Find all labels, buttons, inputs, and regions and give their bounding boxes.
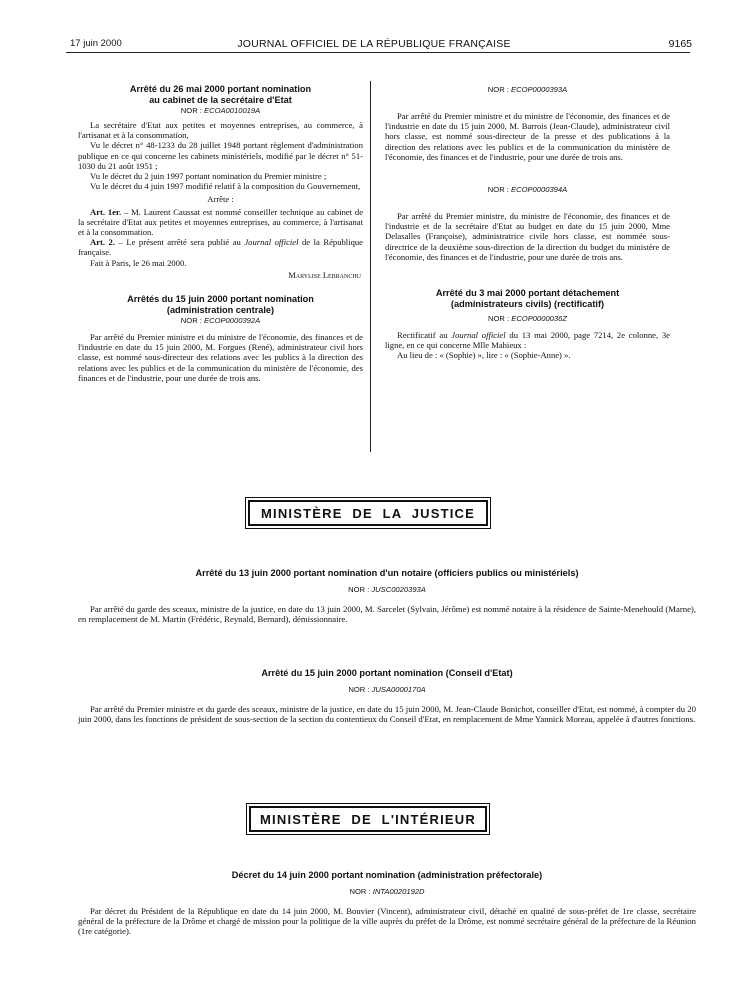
article-title-line: (administrateurs civils) (rectificatif) (450, 298, 605, 309)
paragraph (385, 330, 670, 350)
article-title-line: Arrêtés du 15 juin 2000 portant nomination (127, 294, 314, 305)
article-prefectorale (78, 870, 696, 937)
article-notaire (78, 568, 696, 624)
article-1-label: Art. 1er. (90, 206, 122, 217)
article-title: Décret du 14 juin 2000 portant nomination (administration préfectorale) (231, 870, 543, 880)
spacer (78, 281, 363, 294)
article-title-line: Arrêté du 26 mai 2000 portant nomination (129, 84, 312, 94)
nor-reference (385, 85, 670, 95)
article-conseil-etat (78, 668, 696, 724)
nor-code: ECOP0000036Z (511, 314, 567, 324)
paragraph: Par arrêté du Premier ministre et du ministre de l'économie, des finances et de l'industrie en date du 15 juin 2000, M. Forgues (René), administrateur civil hors classe, est nommé sous-directeur des relations avec les publics à la direction des relations avec les publics et de la communication du ministère de l'économie, des finances et de l'industrie, pour une durée de trois ans. (78, 332, 363, 383)
right-column (385, 84, 670, 361)
nor-code: ECOA0010019A (204, 106, 261, 115)
done-at: Fait à Paris, le 26 mai 2000. (90, 257, 187, 268)
nor-reference (385, 185, 670, 195)
spacer (385, 162, 670, 184)
article-rectificatif (385, 288, 670, 361)
paragraph: Au lieu de : « (Sophie) », lire : « (Sophie-Anne) ». (397, 350, 571, 361)
nor-code: ECOP0000394A (511, 185, 568, 195)
column-divider (370, 81, 371, 452)
ministry-banner-interieur (246, 803, 490, 835)
ministry-banner-justice (245, 497, 491, 529)
article-1 (78, 207, 363, 238)
nor-reference (385, 314, 670, 324)
nor-label: NOR : (488, 314, 510, 324)
nor-code: ECOP0000393A (511, 85, 568, 94)
paragraph: Par arrêté du Premier ministre et du garde des sceaux, ministre de la justice, en date du 15 juin 2000, M. Jean-Claude Bonichot, conseiller d'Etat, est nommé, à compter du 20 juin 2000, dans les fonctions de président de sous-section de la section du contentieux du Conseil d'Etat, en remplacement de Mme Yannick Moreau, appelée à d'autres fonctions. (78, 703, 696, 724)
paragraph: Vu le décret du 2 juin 1997 portant nomination du Premier ministre ; (90, 171, 327, 182)
article-title: Arrêté du 15 juin 2000 portant nomination (Conseil d'Etat) (261, 668, 513, 678)
article-2-label: Art. 2. (90, 237, 115, 248)
article-delasalles (385, 185, 670, 262)
nor-code: ECOP0000392A (204, 316, 261, 326)
article-title-line: (administration centrale) (166, 304, 275, 315)
spacer (385, 262, 670, 288)
article-title: Arrêté du 13 juin 2000 portant nomination d'un notaire (officiers publics ou ministériels) (195, 568, 579, 578)
paragraph: La secrétaire d'Etat aux petites et moyennes entreprises, au commerce, à l'artisanat et à la consommation, (78, 120, 363, 141)
paragraph: Par arrêté du Premier ministre et du ministre de l'économie, des finances et de l'industrie en date du 15 juin 2000, M. Barrois (Jean-Claude), administrateur civil hors classe, est nommé sous-directeur de la presse et des publications à la direction des relations avec les publics et de la communication du ministère de l'économie, des finances et de l'industrie, pour une durée de trois ans. (385, 111, 670, 162)
page-number: 9165 (668, 38, 692, 50)
nor-label: NOR : (349, 886, 371, 896)
nor-reference (78, 106, 363, 116)
journal-officiel-ref: Journal officiel (451, 330, 506, 341)
nor-label: NOR : (487, 185, 509, 195)
journal-officiel-ref: Journal officiel (244, 237, 299, 248)
text: du 13 mai 2000, page 7214, 2e colonne, 3e ligne, en ce qui concerne Mlle Mahieux : (385, 330, 670, 351)
article-centrale (78, 294, 363, 383)
article-title (78, 84, 363, 105)
paragraph: Arrête : (207, 194, 234, 205)
article-title (385, 288, 670, 309)
nor-reference (78, 585, 696, 595)
article-2-text: de la République française. (78, 237, 363, 258)
paragraph: Par décret du Président de la République en date du 14 juin 2000, M. Bouvier (Vincent), administrateur civil, détaché en qualité de sous-préfet de 1re classe, secrétaire général de la préfecture de la Drôme et chargé de mission pour la politique de la ville auprès du préfet de la Drôme, est nommé secrétaire général de la préfecture de la Réunion (1re catégorie). (78, 905, 696, 937)
header-rule (66, 52, 690, 53)
nor-label: NOR : (348, 584, 370, 594)
paragraph: Par arrêté du garde des sceaux, ministre de la justice, en date du 13 juin 2000, M. Sarcelet (Sylvain, Jérôme) est nommé notaire à la résidence de Sainte-Menehould (Marne), en remplacement de M. Martin (Frédéric, Reynald, Bernard), démissionnaire. (78, 603, 696, 624)
article-title-line: au cabinet de la secrétaire d'Etat (149, 94, 292, 105)
article-2-text: – Le présent arrêté sera publié au (115, 237, 245, 248)
nor-label: NOR : (180, 106, 202, 115)
article-title-line: Arrêté du 3 mai 2000 portant détachement (435, 288, 620, 299)
article-barrois (385, 85, 670, 162)
nor-label: NOR : (348, 684, 370, 694)
article-cabinet (78, 84, 363, 281)
nor-label: NOR : (487, 85, 509, 94)
nor-reference (78, 316, 363, 326)
journal-title: JOURNAL OFFICIEL DE LA RÉPUBLIQUE FRANÇAISE (237, 38, 511, 50)
nor-reference (78, 887, 696, 897)
text: Rectificatif au (397, 330, 452, 341)
ministry-name: MINISTÈRE DE L'INTÉRIEUR (249, 806, 487, 832)
nor-code: INTA0020192D (372, 886, 425, 896)
signature: Marylise Lebranchu (288, 270, 361, 280)
nor-code: JUSA0000170A (371, 684, 426, 694)
paragraph: Vu le décret du 4 juin 1997 modifié relatif à la composition du Gouvernement, (90, 181, 361, 192)
left-column (78, 84, 363, 383)
article-title (78, 294, 363, 315)
nor-reference (78, 685, 696, 695)
nor-label: NOR : (180, 316, 202, 326)
article-1-text: – M. Laurent Caussat est nommé conseiller technique au cabinet de la secrétaire d'Etat aux petites et moyennes entreprises, au commerce, à l'artisanat et à la consommation. (78, 206, 364, 238)
article-2 (78, 237, 363, 257)
ministry-name: MINISTÈRE DE LA JUSTICE (248, 500, 488, 526)
page-date: 17 juin 2000 (70, 38, 122, 49)
paragraph: Par arrêté du Premier ministre, du ministre de l'économie, des finances et de l'industrie et de la secrétaire d'Etat au budget en date du 15 juin 2000, Mme Delasalles (Françoise), administratrice civile hors classe, est nommée sous-directrice de la deuxième sous-direction de la direction du budget du ministère de l'économie, des finances et de l'industrie, pour une durée de trois ans. (385, 211, 670, 262)
paragraph: Vu le décret n° 48-1233 du 28 juillet 1948 portant règlement d'administration publique en ce qui concerne les cabinets ministériels, modifié par le décret n° 51-1030 du 21 août 1951 ; (78, 140, 363, 171)
nor-code: JUSC0020393A (371, 584, 426, 594)
